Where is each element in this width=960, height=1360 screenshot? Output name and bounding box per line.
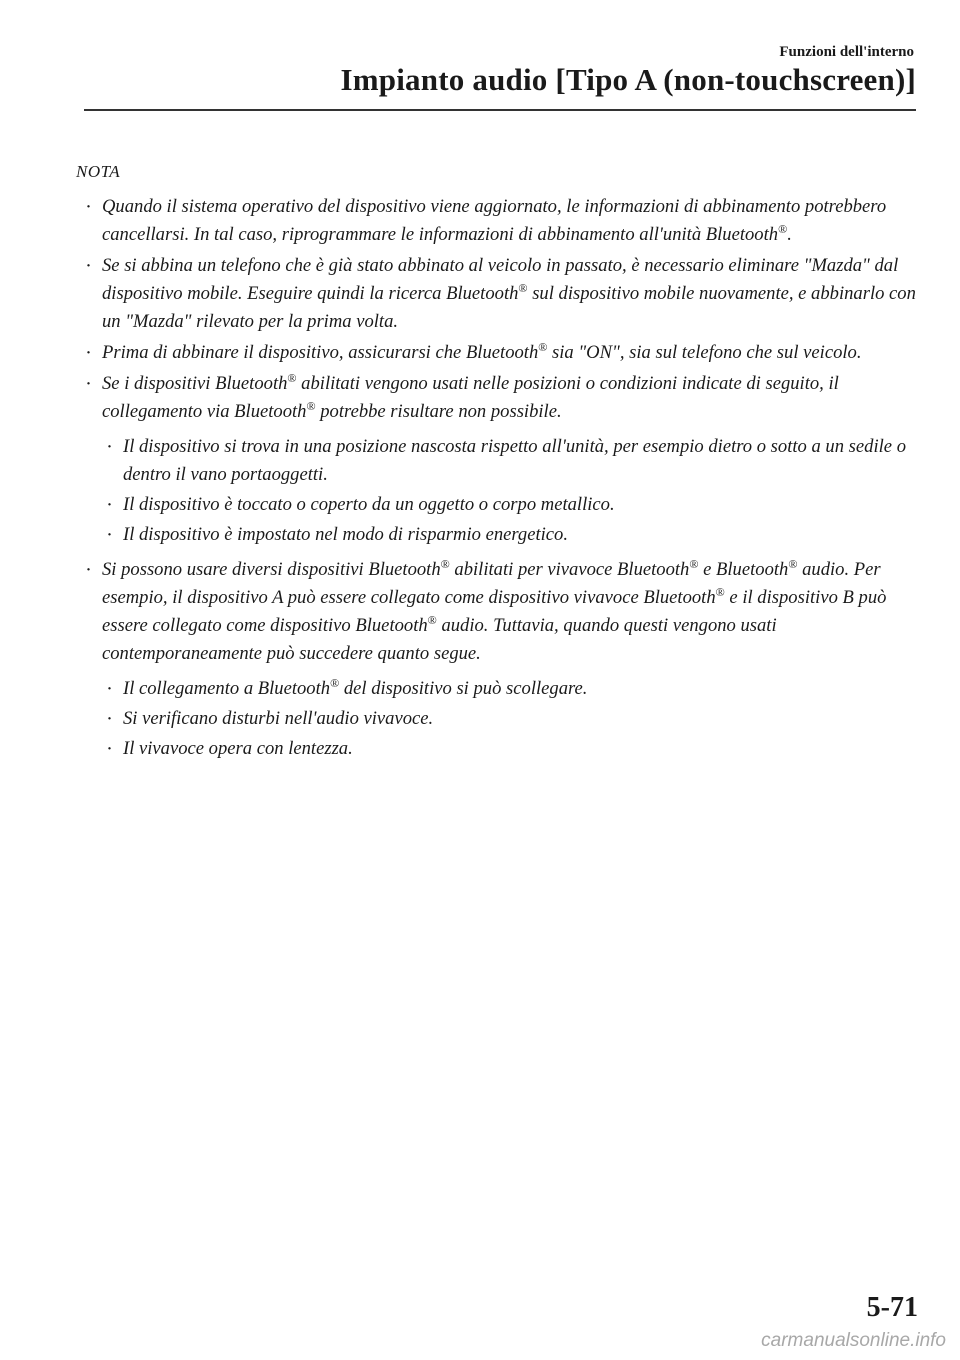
bullet-icon: ·: [107, 527, 113, 543]
sub-list-item: · Il dispositivo è toccato o coperto da un oggetto o corpo metallico.: [76, 491, 920, 519]
note-label: NOTA: [76, 162, 121, 181]
bullet-icon: ·: [86, 376, 92, 392]
sub-list-item: · Il dispositivo si trova in una posizione nascosta rispetto all'unità, per esempio dietro o sotto a un sedile o dentro il vano portaoggetti.: [76, 433, 920, 489]
header-divider: [84, 109, 916, 111]
note-content: [76, 193, 920, 770]
bullet-icon: ·: [107, 439, 113, 455]
sub-list-effects: [76, 675, 920, 763]
bullet-icon: ·: [107, 681, 113, 697]
registered-mark: ®: [330, 676, 340, 690]
header-section: Funzioni dell'interno: [779, 44, 914, 60]
note-item-5: · Si possono usare diversi dispositivi Bluetooth® abilitati per vivavoce Bluetooth® e Bluetooth® audio. Per esempio, il dispositivo A può essere collegato come dispositivo vivavoce Bluetooth® e il dispositivo B può essere collegato come dispositivo Bluetooth® audio. Tuttavia, quando questi vengono usati contemporaneamente può succedere quanto segue.: [86, 557, 887, 664]
registered-mark: ®: [287, 371, 297, 385]
registered-mark: ®: [715, 585, 725, 599]
page-title: Impianto audio [Tipo A (non-touchscreen)]: [340, 62, 916, 97]
bullet-icon: ·: [107, 497, 113, 513]
sub-list-item: · Il vivavoce opera con lentezza.: [76, 735, 920, 763]
sub-list-item: · Il collegamento a Bluetooth® del dispositivo si può scollegare.: [76, 675, 920, 703]
sub-list-conditions: [76, 433, 920, 549]
bullet-icon: ·: [107, 741, 113, 757]
bullet-icon: ·: [86, 199, 92, 215]
registered-mark: ®: [440, 557, 450, 571]
registered-mark: ®: [788, 557, 798, 571]
registered-mark: ®: [518, 281, 528, 295]
bullet-icon: ·: [107, 711, 113, 727]
note-item-2: · Se si abbina un telefono che è già stato abbinato al veicolo in passato, è necessario eliminare "Mazda" dal dispositivo mobile. Eseguire quindi la ricerca Bluetooth® sul dispositivo mobile nuovamente, e abbinarlo con un "Mazda" rilevato per la prima volta.: [76, 252, 920, 336]
watermark: carmanualsonline.info: [761, 1330, 946, 1351]
registered-mark: ®: [538, 340, 548, 354]
bullet-icon: ·: [86, 258, 92, 274]
registered-mark: ®: [689, 557, 699, 571]
sub-list-item: · Si verificano disturbi nell'audio vivavoce.: [76, 705, 920, 733]
registered-mark: ®: [778, 222, 788, 236]
note-item-4: · Se i dispositivi Bluetooth® abilitati vengono usati nelle posizioni o condizioni indicate di seguito, il collegamento via Bluetooth® potrebbe risultare non possibile.: [86, 371, 839, 422]
page-number: 5-71: [866, 1292, 918, 1323]
registered-mark: ®: [306, 399, 316, 413]
note-item-1: · Quando il sistema operativo del dispositivo viene aggiornato, le informazioni di abbinamento potrebbero cancellarsi. In tal caso, riprogrammare le informazioni di abbinamento all'unità Bluetooth®.: [76, 193, 920, 249]
bullet-icon: ·: [86, 562, 92, 578]
bullet-icon: ·: [86, 345, 92, 361]
note-item-3: · Prima di abbinare il dispositivo, assicurarsi che Bluetooth® sia "ON", sia sul telefono che sul veicolo.: [76, 339, 920, 367]
registered-mark: ®: [427, 613, 437, 627]
sub-list-item: · Il dispositivo è impostato nel modo di risparmio energetico.: [76, 521, 920, 549]
